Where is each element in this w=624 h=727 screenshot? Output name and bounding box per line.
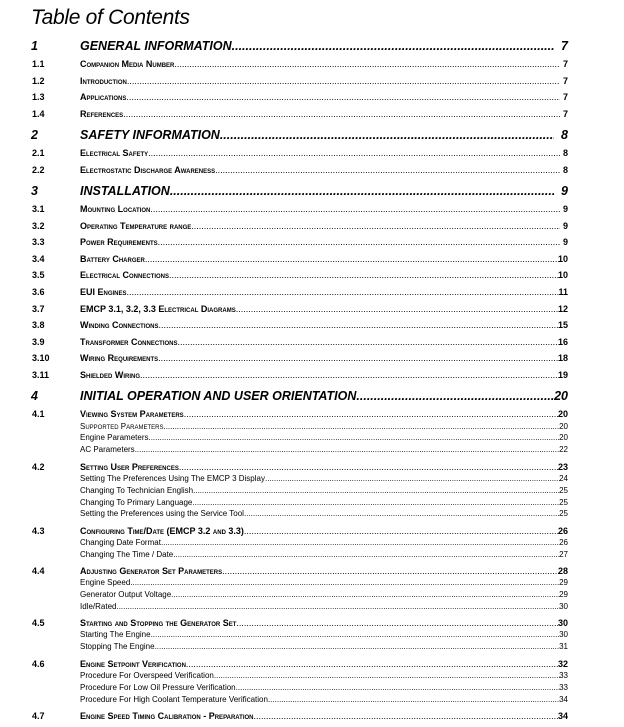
toc-entry-page: 8	[562, 165, 568, 175]
toc-entry-number: 4.1	[32, 409, 45, 419]
toc-entry[interactable]	[0, 432, 624, 443]
toc-entry[interactable]	[0, 444, 624, 455]
toc-entry-page: 8	[562, 148, 568, 158]
toc-entry[interactable]	[0, 285, 624, 299]
toc-entry-page: 22	[559, 445, 568, 454]
toc-entry-title: Stopping The Engine	[80, 642, 155, 651]
dot-leader	[232, 37, 554, 55]
toc-entry[interactable]	[0, 657, 624, 671]
toc-entry-title: EUI Engines	[80, 287, 127, 297]
toc-entry-number: 4.7	[32, 711, 45, 721]
toc-entry[interactable]	[0, 694, 624, 705]
toc-entry[interactable]	[0, 90, 624, 104]
toc-entry-page: 25	[559, 486, 568, 495]
toc-entry-number: 3.7	[32, 304, 45, 314]
toc-entry-title: Engine Speed	[80, 578, 131, 587]
toc-entry-title: Introduction	[80, 76, 127, 86]
toc-entry-page: 9	[562, 237, 568, 247]
dot-leader	[171, 589, 560, 600]
toc-entry[interactable]	[0, 219, 624, 233]
toc-entry[interactable]	[0, 460, 624, 474]
toc-entry-title: INSTALLATION	[80, 184, 170, 198]
toc-entry-title: Changing To Technician English	[80, 486, 194, 495]
dot-leader	[135, 444, 560, 455]
toc-entry-page: 28	[557, 566, 568, 576]
toc-entry-page: 33	[559, 671, 568, 680]
toc-entry-page: 27	[559, 550, 568, 559]
toc-entry-title: Electrical Connections	[80, 270, 170, 280]
toc-entry[interactable]	[0, 351, 624, 365]
toc-entry-title: Procedure For Overspeed Verification	[80, 671, 214, 680]
toc-entry-title: Applications	[80, 92, 127, 102]
toc-entry[interactable]	[0, 421, 624, 432]
toc-entry-page: 30	[559, 630, 568, 639]
toc-entry[interactable]	[0, 57, 624, 71]
toc-entry[interactable]	[0, 497, 624, 508]
toc-entry-page: 20	[557, 409, 568, 419]
toc-entry-page: 7	[562, 92, 568, 102]
toc-entry[interactable]	[0, 709, 624, 723]
dot-leader	[174, 57, 560, 71]
toc-entry-number: 1	[31, 39, 38, 53]
toc-entry-page: 30	[557, 618, 568, 628]
toc-entry-page: 33	[559, 683, 568, 692]
toc-entry-title: EMCP 3.1, 3.2, 3.3 Electrical Diagrams	[80, 304, 236, 314]
dot-leader	[126, 90, 560, 104]
dot-leader	[244, 524, 560, 538]
toc-entry-page: 7	[562, 109, 568, 119]
toc-entry-title: Operating Temperature range	[80, 221, 192, 231]
toc-entry-title: GENERAL INFORMATION	[80, 39, 232, 53]
toc-entry[interactable]	[0, 235, 624, 249]
toc-entry-number: 1.1	[32, 59, 45, 69]
toc-entry-title: Engine Speed Timing Calibration - Preparation	[80, 711, 254, 721]
toc-entry-title: Procedure For Low Oil Pressure Verification	[80, 683, 236, 692]
toc-entry[interactable]	[0, 335, 624, 349]
toc-entry-title: Mounting Location	[80, 204, 151, 214]
toc-entry-title: Shielded Wiring	[80, 370, 140, 380]
dot-leader	[150, 202, 560, 216]
toc-entry-page: 24	[559, 474, 568, 483]
dot-leader	[193, 485, 560, 496]
toc-entry-title: Changing Date Format	[80, 538, 161, 547]
dot-leader	[155, 641, 560, 652]
toc-entry-title: INITIAL OPERATION AND USER ORIENTATION	[80, 389, 357, 403]
toc-entry-number: 3.5	[32, 270, 45, 280]
toc-entry-title: Transformer Connections	[80, 337, 178, 347]
toc-entry-number: 4.6	[32, 659, 45, 669]
toc-entry-page: 12	[557, 304, 568, 314]
toc-entry-number: 3.1	[32, 204, 45, 214]
dot-leader	[127, 74, 560, 88]
toc-entry-title: Engine Parameters	[80, 433, 149, 442]
dot-leader	[191, 219, 560, 233]
dot-leader	[222, 564, 560, 578]
toc-entry-page: 10	[557, 254, 568, 264]
dot-leader	[173, 549, 560, 560]
toc-entry-number: 3.2	[32, 221, 45, 231]
toc-entry[interactable]	[0, 641, 624, 652]
dot-leader	[236, 616, 560, 630]
toc-entry[interactable]	[0, 485, 624, 496]
toc-entry-number: 3.6	[32, 287, 45, 297]
toc-entry[interactable]	[0, 670, 624, 681]
toc-entry[interactable]	[0, 682, 624, 693]
dot-leader	[161, 537, 560, 548]
toc-entry-number: 3.8	[32, 320, 45, 330]
toc-entry-page: 20	[554, 389, 568, 403]
toc-entry-number: 1.4	[32, 109, 45, 119]
dot-leader	[170, 182, 554, 200]
toc-entry[interactable]	[0, 549, 624, 560]
toc-entry[interactable]	[0, 182, 624, 200]
toc-entry-number: 4	[31, 389, 38, 403]
dot-leader	[179, 460, 560, 474]
toc-entry-page: 7	[562, 59, 568, 69]
toc-entry-page: 9	[561, 184, 568, 198]
toc-entry[interactable]	[0, 589, 624, 600]
toc-entry-number: 1.3	[32, 92, 45, 102]
toc-entry-title: Changing The Time / Date	[80, 550, 174, 559]
dot-leader	[244, 508, 560, 519]
toc-entry-title: Electrical Safety	[80, 148, 149, 158]
toc-entry[interactable]	[0, 508, 624, 519]
toc-entry-number: 3.11	[32, 370, 50, 380]
toc-entry[interactable]	[0, 368, 624, 382]
toc-entry[interactable]	[0, 629, 624, 640]
dot-leader	[254, 709, 560, 723]
dot-leader	[178, 335, 561, 349]
toc-entry-number: 1.2	[32, 76, 45, 86]
dot-leader	[169, 268, 560, 282]
dot-leader	[236, 302, 560, 316]
dot-leader	[265, 473, 560, 484]
toc-entry-page: 23	[557, 462, 568, 472]
toc-entry-title: Engine Setpoint Verification	[80, 659, 186, 669]
toc-entry-page: 9	[562, 204, 568, 214]
dot-leader	[184, 407, 560, 421]
toc-entry[interactable]	[0, 537, 624, 548]
toc-entry-title: Setting The Preferences Using The EMCP 3 Display	[80, 474, 265, 483]
toc-entry-title: Generator Output Voltage	[80, 590, 172, 599]
toc-entry[interactable]	[0, 163, 624, 177]
toc-entry-page: 16	[557, 337, 568, 347]
toc-entry-title: Setting User Preferences	[80, 462, 179, 472]
toc-entry-number: 2.2	[32, 165, 45, 175]
toc-entry[interactable]	[0, 252, 624, 266]
dot-leader	[158, 351, 560, 365]
toc-entry[interactable]	[0, 74, 624, 88]
dot-leader	[356, 387, 554, 405]
toc-entry-number: 3.4	[32, 254, 45, 264]
dot-leader	[236, 682, 560, 693]
toc-entry-number: 4.5	[32, 618, 45, 628]
toc-entry-number: 3.10	[32, 353, 50, 363]
dot-leader	[158, 235, 560, 249]
dot-leader	[145, 252, 560, 266]
toc-entry[interactable]	[0, 126, 624, 144]
toc-entry-page: 25	[559, 509, 568, 518]
toc-entry[interactable]	[0, 601, 624, 612]
dot-leader	[151, 629, 560, 640]
dot-leader	[130, 577, 560, 588]
toc-entry[interactable]	[0, 577, 624, 588]
dot-leader	[148, 146, 560, 160]
dot-leader	[186, 657, 560, 671]
toc-entry-title: Changing To Primary Language	[80, 498, 193, 507]
toc-entry-page: 7	[562, 76, 568, 86]
toc-entry-title: Companion Media Number	[80, 59, 175, 69]
toc-entry-page: 31	[559, 642, 568, 651]
toc-entry-number: 3	[31, 184, 38, 198]
toc-entry-page: 9	[562, 221, 568, 231]
toc-entry-title: Viewing System Parameters	[80, 409, 184, 419]
toc-entry-page: 34	[557, 711, 568, 721]
toc-entry-title: SAFETY INFORMATION	[80, 128, 220, 142]
toc-entry-page: 30	[559, 602, 568, 611]
toc-entry-page: 19	[557, 370, 568, 380]
toc-entry[interactable]	[0, 202, 624, 216]
dot-leader	[214, 670, 560, 681]
toc-entry-page: 18	[557, 353, 568, 363]
toc-entry-page: 20	[559, 433, 568, 442]
toc-entry-page: 15	[557, 320, 568, 330]
toc-entry-title: Starting and Stopping the Generator Set	[80, 618, 237, 628]
dot-leader	[159, 318, 561, 332]
toc-entry-title: Power Requirements	[80, 237, 158, 247]
toc-entry[interactable]	[0, 387, 624, 405]
toc-entry-number: 2.1	[32, 148, 45, 158]
toc-entry[interactable]	[0, 524, 624, 538]
toc-entry-number: 3.9	[32, 337, 45, 347]
toc-entry[interactable]	[0, 407, 624, 421]
toc-entry-page: 11	[558, 287, 568, 297]
toc-entry-title: References	[80, 109, 124, 119]
toc-entry-page: 34	[559, 695, 568, 704]
dot-leader	[123, 107, 560, 121]
toc-entry[interactable]	[0, 146, 624, 160]
toc-entry[interactable]	[0, 37, 624, 55]
toc-entry-number: 4.3	[32, 526, 45, 536]
dot-leader	[215, 163, 560, 177]
toc-entry[interactable]	[0, 616, 624, 630]
toc-entry-page: 10	[557, 270, 568, 280]
dot-leader	[127, 285, 560, 299]
toc-entry-title: Idle/Rated	[80, 602, 117, 611]
toc-entry-title: Starting The Engine	[80, 630, 151, 639]
toc-entry-number: 4.2	[32, 462, 45, 472]
toc-entry-page: 20	[559, 422, 568, 431]
toc-entry-title: Configuring Time/Date (EMCP 3.2 and 3.3)	[80, 526, 244, 536]
dot-leader	[192, 497, 560, 508]
toc-entry-title: Adjusting Generator Set Parameters	[80, 566, 223, 576]
dot-leader	[148, 432, 560, 443]
page-title: Table of Contents	[31, 6, 190, 29]
toc-entry-page: 32	[557, 659, 568, 669]
toc-entry-page: 29	[559, 578, 568, 587]
toc-entry-page: 26	[557, 526, 568, 536]
dot-leader	[116, 601, 560, 612]
toc-entry-title: Procedure For High Coolant Temperature Verification	[80, 695, 268, 704]
toc-entry-title: Wiring Requirements	[80, 353, 159, 363]
toc-entry-title: Winding Connections	[80, 320, 159, 330]
toc-entry[interactable]	[0, 107, 624, 121]
toc-entry-title: Supported Parameters	[80, 422, 164, 431]
toc-entry-page: 8	[561, 128, 568, 142]
toc-entry-title: Setting the Preferences using the Service Tool	[80, 509, 244, 518]
toc-entry[interactable]	[0, 564, 624, 578]
toc-entry-title: AC Parameters	[80, 445, 135, 454]
dot-leader	[220, 126, 554, 144]
toc-entry-number: 3.3	[32, 237, 45, 247]
toc-entry-title: Electrostatic Discharge Awareness	[80, 165, 216, 175]
toc-entry[interactable]	[0, 268, 624, 282]
dot-leader	[268, 694, 560, 705]
toc-entry-page: 26	[559, 538, 568, 547]
toc-entry[interactable]	[0, 473, 624, 484]
toc-entry-number: 2	[31, 128, 38, 142]
toc-entry[interactable]	[0, 302, 624, 316]
toc-entry[interactable]	[0, 318, 624, 332]
dot-leader	[163, 421, 560, 432]
toc-entry-page: 25	[559, 498, 568, 507]
dot-leader	[140, 368, 560, 382]
toc-entry-page: 7	[561, 39, 568, 53]
toc-entry-title: Battery Charger	[80, 254, 145, 264]
toc-entry-number: 4.4	[32, 566, 45, 576]
toc-entry-page: 29	[559, 590, 568, 599]
